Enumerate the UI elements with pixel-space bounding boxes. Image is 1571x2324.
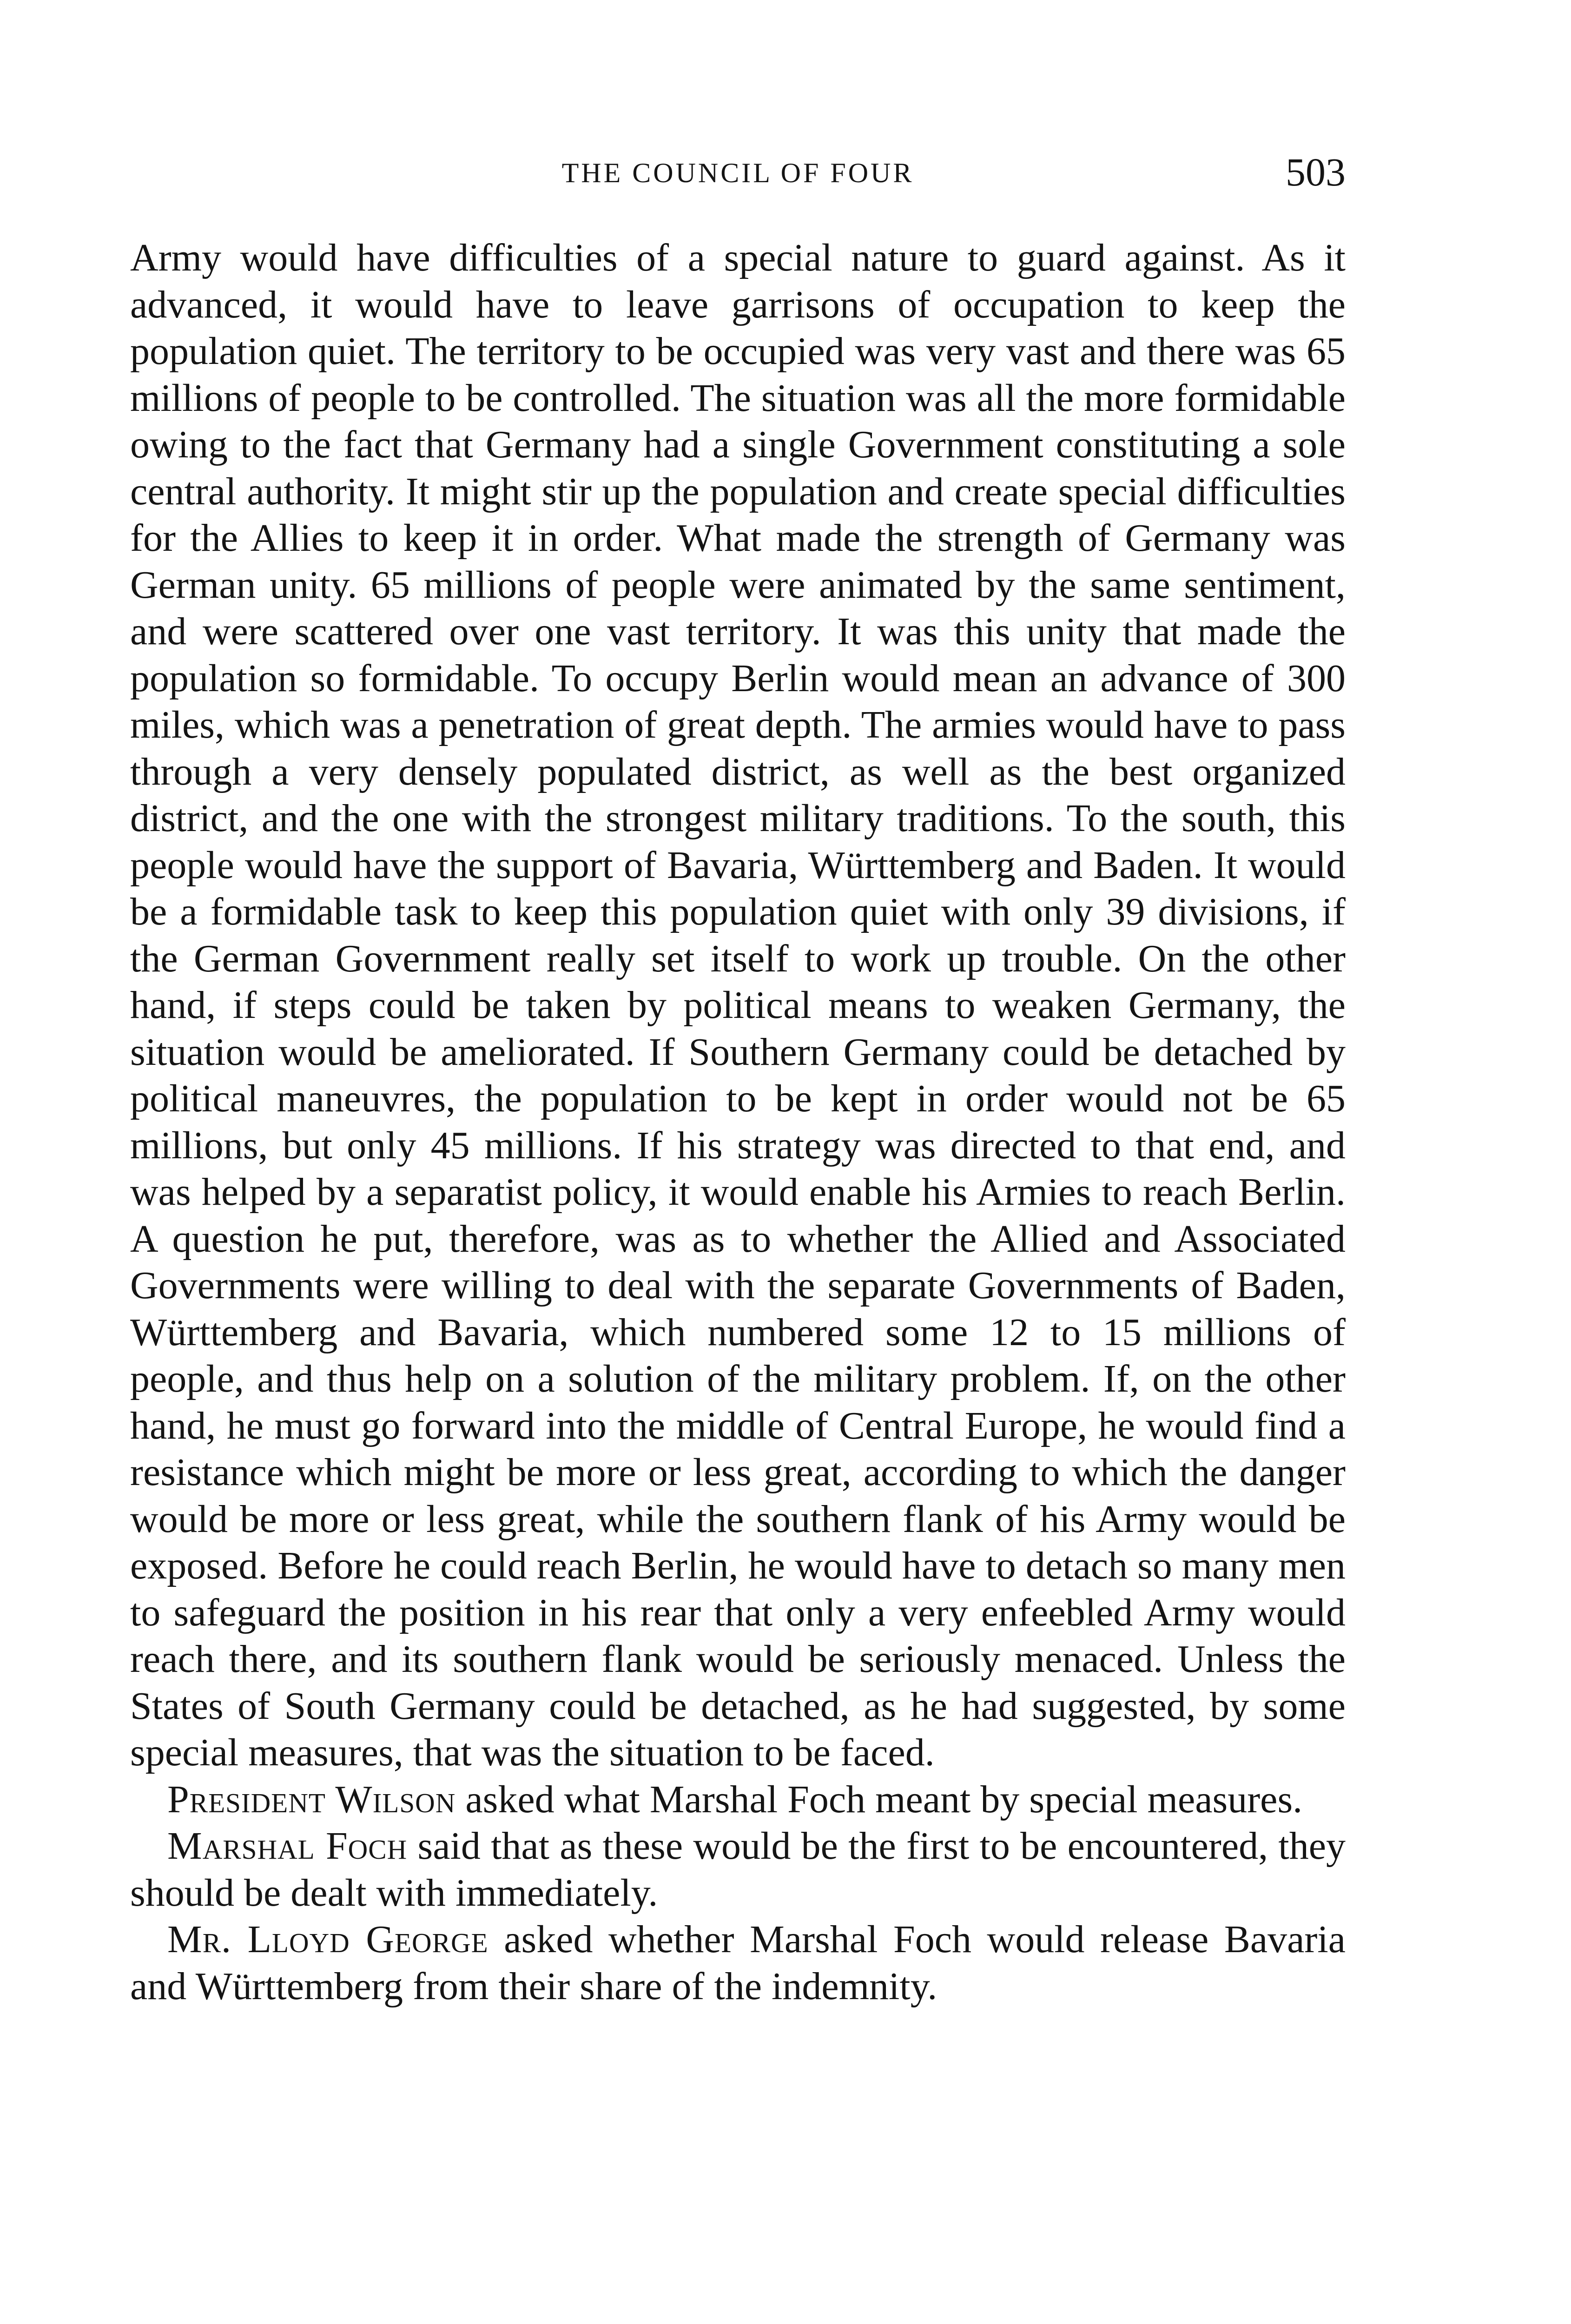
running-title: THE COUNCIL OF FOUR <box>561 158 914 188</box>
speaker-name: Mr. Lloyd George <box>167 1918 488 1961</box>
paragraph-wilson-question <box>130 1776 1346 1823</box>
paragraph-text: asked what Marshal Foch meant by special measures. <box>455 1777 1303 1821</box>
speaker-name: Marshal Foch <box>167 1824 408 1868</box>
body-text <box>130 235 1346 2010</box>
paragraph-text: Army would have difficulties of a special nature to guard against. As it advanced, it would have to leave garrisons of occupation to keep the population quiet. The territory to be occupied was very vast and there was 65 millions of people to be controlled. The situation was all the more formidable owing to the fact that Germany had a single Government constituting a sole central authority. It might stir up the population and create special difficulties for the Allies to keep it in order. What made the strength of Germany was German unity. 65 millions of people were animated by the same sentiment, and were scattered over one vast territory. It was this unity that made the population so formidable. To occupy Berlin would mean an advance of 300 miles, which was a penetration of great depth. The armies would have to pass through a very densely populated district, as well as the best organized district, and the one with the strongest military traditions. To the south, this people would have the support of Bavaria, Württemberg and Baden. It would be a formidable task to keep this population quiet with only 39 divisions, if the German Government really set itself to work up trouble. On the other hand, if steps could be taken by political means to weaken Germany, the situation would be ameliorated. If Southern Germany could be detached by political maneuvres, the population to be kept in order would not be 65 millions, but only 45 millions. If his strategy was directed to that end, and was helped by a separatist policy, it would enable his Armies to reach Berlin. A question he put, therefore, was as to whether the Allied and Associated Governments were willing to deal with the separate Governments of Baden, Württemberg and Bavaria, which numbered some 12 to 15 millions of people, and thus help on a solution of the military problem. If, on the other hand, he must go forward into the middle of Central Europe, he would find a resistance which might be more or less great, according to which the danger would be more or less great, while the southern flank of his Army would be exposed. Before he could reach Berlin, he would have to detach so many men to safeguard the position in his rear that only a very enfeebled Army would reach there, and its southern flank would be seriously menaced. Unless the States of South Germany could be detached, as he had suggested, by some special measures, that was the situation to be faced. <box>130 236 1346 1774</box>
paragraph-text: asked whether Marshal Foch would release Bavaria and Württemberg from their share of the indemnity. <box>130 1918 1346 2008</box>
paragraph-lloyd-george-question <box>130 1916 1346 2010</box>
speaker-name: President Wilson <box>167 1777 456 1821</box>
page-number: 503 <box>1286 150 1346 194</box>
paragraph-foch-statement <box>130 235 1346 1776</box>
running-header <box>130 149 1346 205</box>
paragraph-text: said that as these would be the first to be encountered, they should be dealt with immediately. <box>130 1824 1346 1915</box>
paragraph-foch-reply <box>130 1823 1346 1916</box>
